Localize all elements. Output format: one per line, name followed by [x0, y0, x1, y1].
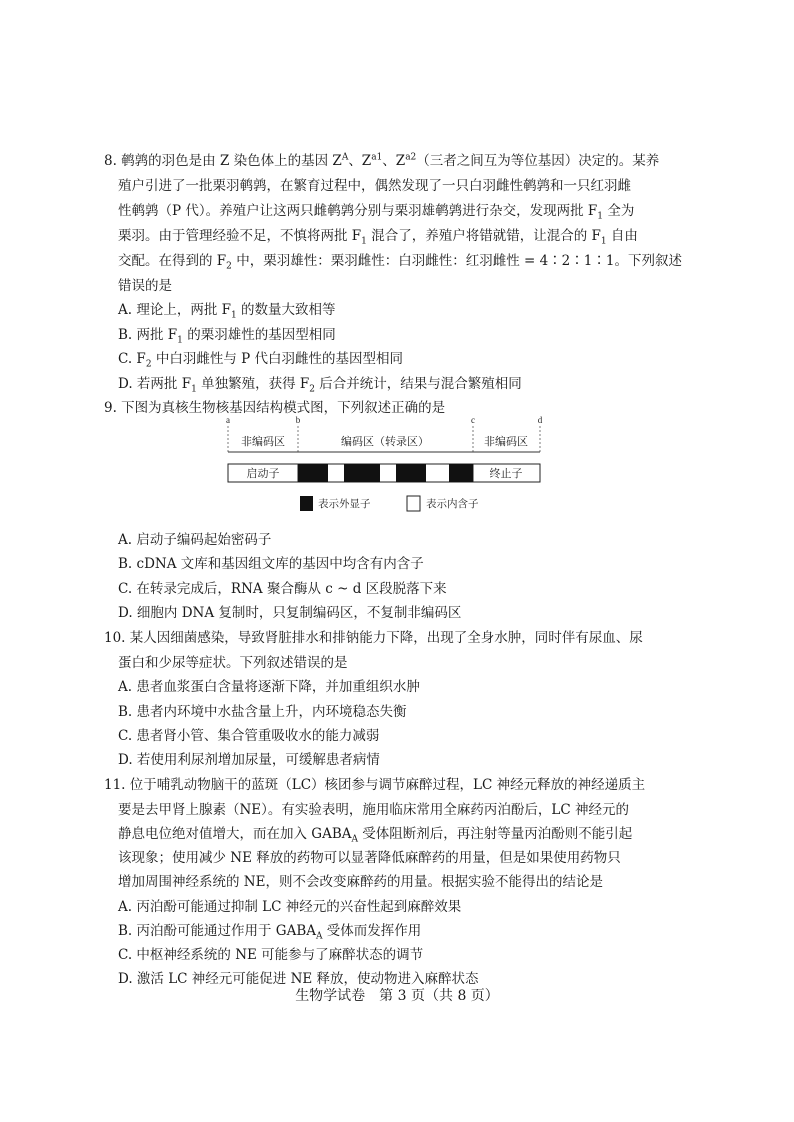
legend-exon-label: 表示外显子 [318, 499, 371, 510]
coding-region-label: 编码区（转录区） [341, 436, 429, 448]
q11-line-1: 11. 位于哺乳动物脑干的蓝斑（LC）核团参与调节麻醉过程，LC 神经元释放的神经递质主 [104, 777, 646, 793]
q10-line-2: 蛋白和少尿等症状。下列叙述错误的是 [118, 655, 348, 671]
label-a: a [226, 415, 230, 425]
q8-line-1: 8. 鹌鹑的羽色是由 Z 染色体上的基因 $Z^A$、$Z^{a1}$、$Z^{a2}$（三者之间互为等位基因）决定的。某养 [104, 152, 660, 169]
q8-line-3: 性鹌鹑（P 代）。养殖户让这两只雌鹌鹑分别与栗羽雄鹌鹑进行杂交，发现两批 $F_1$ 全为 [118, 203, 635, 222]
q8-line-6: 错误的是 [118, 278, 172, 294]
q8-line-4: 栗羽。由于管理经验不足，不慎将两批 $F_1$ 混合了，养殖户将错就错，让混合的 $F_1$ 自由 [118, 228, 638, 247]
label-c: c [471, 415, 475, 425]
q11-option-d: D. 激活 LC 神经元可能促进 NE 释放，使动物进入麻醉状态 [118, 971, 479, 987]
exon-4 [449, 464, 473, 482]
q10-option-b: B. 患者内环境中水盐含量上升，内环境稳态失衡 [118, 704, 407, 720]
page-footer: 生物学试卷 第 3 页（共 8 页） [295, 988, 499, 1004]
q11-option-b: B. 丙泊酚可能通过作用于 $GABA_A$ 受体而发挥作用 [118, 923, 422, 942]
q10-option-c: C. 患者肾小管、集合管重吸收水的能力减弱 [118, 728, 380, 744]
q11-option-a: A. 丙泊酚可能通过抑制 LC 神经元的兴奋性起到麻醉效果 [118, 899, 462, 915]
exon-2 [344, 464, 380, 482]
promoter-label: 启动子 [246, 468, 280, 480]
q8-option-a: A. 理论上，两批 $F_1$ 的数量大致相等 [118, 302, 336, 321]
q10-line-1: 10. 某人因细菌感染，导致肾脏排水和排钠能力下降，出现了全身水肿，同时伴有尿血、尿 [104, 630, 643, 646]
exon-1 [298, 464, 328, 482]
gene-structure-diagram [218, 412, 558, 522]
q8-line-2: 殖户引进了一批栗羽鹌鹑，在繁育过程中，偶然发现了一只白羽雌性鹌鹑和一只红羽雌 [118, 178, 631, 194]
q9-option-a: A. 启动子编码起始密码子 [118, 532, 272, 548]
legend-exon-swatch [300, 496, 313, 511]
q8-option-c: C. $F_2$ 中白羽雌性与 P 代白羽雌性的基因型相同 [118, 351, 404, 370]
q9-option-b: B. cDNA 文库和基因组文库的基因中均含有内含子 [118, 556, 424, 572]
terminator-label: 终止子 [489, 468, 523, 480]
q11-line-2: 要是去甲肾上腺素（NE）。有实验表明，施用临床常用全麻药丙泊酚后，LC 神经元的 [118, 802, 630, 818]
q8-option-b: B. 两批 $F_1$ 的栗羽雄性的基因型相同 [118, 327, 336, 346]
q11-option-c: C. 中枢神经系统的 NE 可能参与了麻醉状态的调节 [118, 947, 424, 963]
legend-intron-swatch [407, 496, 420, 511]
q9-option-c: C. 在转录完成后，RNA 聚合酶从 c ~ d 区段脱落下来 [118, 581, 447, 597]
q10-option-a: A. 患者血浆蛋白含量将逐渐下降，并加重组织水肿 [118, 679, 420, 695]
exon-3 [396, 464, 426, 482]
q8-line-5: 交配。在得到的 $F_2$ 中，栗羽雄性：栗羽雌性：白羽雌性：红羽雌性 = 4∶2∶1∶1。下列叙述 [118, 253, 682, 272]
noncoding-left-label: 非编码区 [241, 436, 285, 448]
q9-stem: 9. 下图为真核生物核基因结构模式图，下列叙述正确的是 [104, 400, 446, 416]
q9-option-d: D. 细胞内 DNA 复制时，只复制编码区，不复制非编码区 [118, 605, 462, 621]
noncoding-right-label: 非编码区 [484, 436, 528, 448]
q10-option-d: D. 若使用利尿剂增加尿量，可缓解患者病情 [118, 752, 380, 768]
q11-line-3: 静息电位绝对值增大，而在加入 $GABA_A$ 受体阻断剂后，再注射等量丙泊酚则不能引起 [118, 826, 633, 845]
q11-line-5: 增加周围神经系统的 NE，则不会改变麻醉药的用量。根据实验不能得出的结论是 [118, 874, 603, 890]
label-b: b [295, 415, 301, 425]
label-d: d [537, 415, 543, 425]
q8-option-d: D. 若两批 $F_1$ 单独繁殖，获得 $F_2$ 后合并统计，结果与混合繁殖相同 [118, 376, 522, 395]
legend-intron-label: 表示内含子 [426, 499, 479, 510]
q11-line-4: 该现象；使用减少 NE 释放的药物可以显著降低麻醉药的用量，但是如果使用药物只 [118, 850, 621, 866]
